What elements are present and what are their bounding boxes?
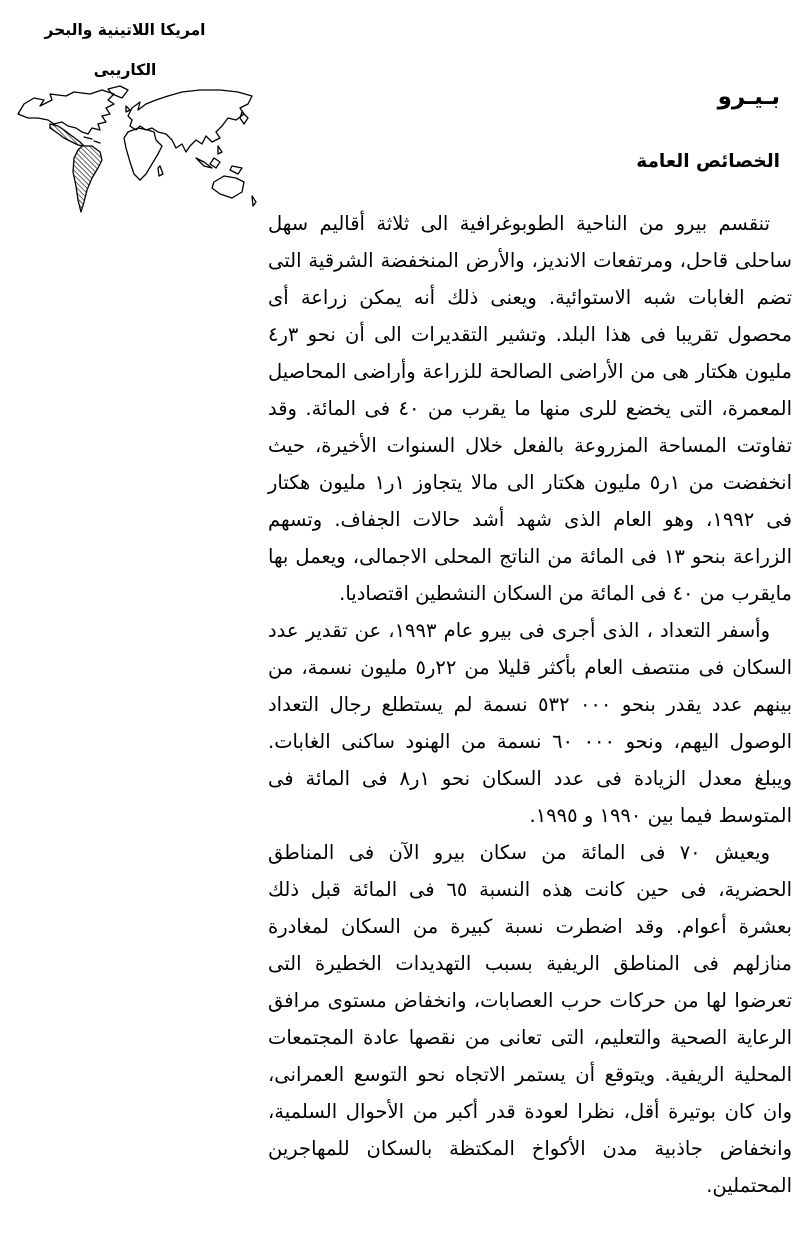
page-title: بـيـرو xyxy=(717,84,780,110)
british-isles xyxy=(126,106,130,112)
indonesia-outline xyxy=(196,158,242,174)
map-region-label xyxy=(16,10,234,90)
eurasia-outline xyxy=(128,90,252,152)
latin-america-highlight xyxy=(50,124,102,212)
japan-outline xyxy=(240,112,248,124)
paragraph-geography: تنقسم بيرو من الناحية الطوبوغرافية الى ثلاثة أقاليم سهل ساحلى قاحل، ومرتفعات الانديز، والأرض المنخفضة الشرقية التى تضم الغابات شبه الاستوائية. ويعنى ذلك أنه يمكن زراعة أى محصول تقريبا فى هذا البلد. وتشير التقديرات الى أن نحو ٣ر٤ مليون هكتار هى من الأراضى الصالحة للزراعة وأراضى المحاصيل المعمرة، التى يخضع للرى منها ما يقرب من ٤٠ فى المائة. وقد تفاوتت المساحة المزروعة بالفعل خلال السنوات الأخيرة، حيث انخفضت من ١ر٥ مليون هكتار الى مالا يتجاوز ١ر١ مليون هكتار فى ١٩٩٢، وهو العام الذى شهد أشد حالات الجفاف. وتسهم الزراعة بنحو ١٣ فى المائة من الناتج المحلى الاجمالى، ويعمل بها مايقرب من ٤٠ فى المائة من السكان النشطين اقتصاديا. xyxy=(268,212,792,605)
new-zealand-outline xyxy=(252,196,256,206)
africa-outline xyxy=(124,128,162,180)
world-map xyxy=(10,82,258,222)
australia-outline xyxy=(212,176,244,198)
article-body xyxy=(268,205,792,1204)
philippines-outline xyxy=(218,146,222,154)
madagascar-outline xyxy=(158,166,163,176)
central-america-highlight xyxy=(50,124,84,146)
map-region-label-line1: امريكا اللاتينية والبحر xyxy=(44,21,206,39)
north-america-outline xyxy=(18,90,114,134)
map-region-label-line2: الكاريبى xyxy=(93,61,157,79)
caribbean-islands xyxy=(84,137,100,143)
paragraph-census: وأسفر التعداد ، الذى أجرى فى بيرو عام ١٩٩٣، عن تقدير عدد السكان فى منتصف العام بأكثر قليلا من ٢٢ر٥ مليون نسمة، من بينهم عدد يقدر بنحو ٥٣٢ ٠٠٠ نسمة لم يستطلع رجال التعداد الوصول اليهم، ونحو ٦٠ ٠٠٠ نسمة من الهنود ساكنى الغابات. ويبلغ معدل الزيادة فى عدد السكان نحو ١ر٨ فى المائة فى المتوسط فيما بين ١٩٩٠ و ١٩٩٥. xyxy=(268,619,792,827)
south-america-highlight xyxy=(73,146,102,212)
paragraph-urbanization: ويعيش ٧٠ فى المائة من سكان بيرو الآن فى المناطق الحضرية، فى حين كانت هذه النسبة ٦٥ فى المائة قبل ذلك بعشرة أعوام. وقد اضطرت نسبة كبيرة من السكان لمغادرة منازلهم فى المناطق الريفية بسبب التهديدات الخطيرة التى تعرضوا لها من حركات حرب العصابات، وانخفاض مستوى مرافق الرعاية الصحية والتعليم، التى تعانى من نقصها عادة المجتمعات المحلية الريفية. ويتوقع أن يستمر الاتجاه نحو التوسع العمرانى، وان كان بوتيرة أقل، نظرا لعودة قدر أكبر من الأحوال السلمية، وانخفاض جاذبية مدن الأكواخ المكتظة بالسكان للمهاجرين المحتملين. xyxy=(268,841,792,1197)
section-heading: الخصائص العامة xyxy=(636,151,780,172)
